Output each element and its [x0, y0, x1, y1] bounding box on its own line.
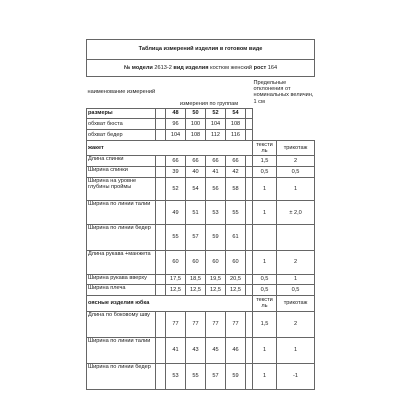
value-cell: 19,5 [206, 274, 226, 285]
table-row [87, 224, 315, 250]
value-cell: 66 [186, 156, 206, 167]
value-cell: 12,5 [226, 285, 246, 296]
textile-col-header: тексти ль [253, 140, 277, 156]
textile-tolerance: 1 [253, 251, 277, 275]
value-cell: 77 [186, 311, 206, 337]
size-header: 52 [206, 108, 226, 119]
spacer-cell [246, 167, 253, 178]
row-label: Ширина по линии талии [87, 201, 156, 225]
value-cell: 77 [226, 311, 246, 337]
value-cell: 54 [186, 177, 206, 201]
textile-tolerance: 0,5 [253, 274, 277, 285]
value-cell: 59 [226, 363, 246, 389]
jacket-section-row [87, 140, 315, 156]
row-label: обхват бедер [87, 129, 156, 140]
name-col-header: наименование измерений [87, 89, 156, 96]
spacer-cell [156, 274, 166, 285]
sizes-row [87, 108, 315, 119]
spacer-cell [246, 119, 253, 130]
model-label: № модели [123, 64, 153, 71]
spacer-cell [253, 129, 277, 140]
value-cell: 12,5 [186, 285, 206, 296]
textile-tolerance: 1,5 [253, 156, 277, 167]
value-cell: 66 [226, 156, 246, 167]
spacer-cell [156, 337, 166, 363]
value-cell: 55 [166, 224, 186, 250]
value-cell: 46 [226, 337, 246, 363]
textile-tolerance: 1 [253, 201, 277, 225]
knit-tolerance: 0,5 [277, 285, 315, 296]
spacer-cell [156, 224, 166, 250]
value-cell: 61 [226, 224, 246, 250]
row-label: Ширина рукава вверху [87, 274, 156, 285]
value-cell: 60 [166, 251, 186, 275]
size-header: 50 [186, 108, 206, 119]
row-label: Ширина по линии бедер [87, 224, 156, 250]
model-line [87, 60, 315, 77]
value-cell: 20,5 [226, 274, 246, 285]
value-cell: 40 [186, 167, 206, 178]
spacer-cell [156, 167, 166, 178]
spacer-cell [246, 251, 253, 275]
value-cell: 53 [166, 363, 186, 389]
spacer-cell [246, 363, 253, 389]
row-label: Ширина плеча [87, 285, 156, 296]
value-cell: 60 [226, 251, 246, 275]
knit-tolerance: 2 [277, 311, 315, 337]
spacer-cell [246, 129, 253, 140]
table-row [87, 285, 315, 296]
table-row [87, 129, 315, 140]
tolerance-col-header: Предельные отклонения от номинальных величин, 1 см [253, 79, 314, 105]
row-label: Ширина по линии бедер [87, 363, 156, 389]
table-row [87, 251, 315, 275]
item-value: костюм женский [210, 64, 253, 71]
textile-tolerance: 1 [253, 177, 277, 201]
spacer-cell [156, 108, 166, 119]
spacer-cell [253, 119, 277, 130]
item-label: вид изделия [173, 64, 209, 71]
spacer-cell [246, 177, 253, 201]
textile-tolerance: 1,5 [253, 311, 277, 337]
value-cell: 60 [206, 251, 226, 275]
spacer-cell [246, 311, 253, 337]
table-row [87, 337, 315, 363]
value-cell: 57 [206, 363, 226, 389]
value-cell: 116 [226, 129, 246, 140]
spacer-cell [246, 285, 253, 296]
value-cell: 66 [206, 156, 226, 167]
value-cell: 18,5 [186, 274, 206, 285]
value-cell: 49 [166, 201, 186, 225]
skirt-section-title: оясные изделия юбка [87, 295, 253, 311]
spacer-cell [277, 119, 315, 130]
spacer-cell [156, 156, 166, 167]
value-cell: 53 [206, 201, 226, 225]
knit-tolerance: 2 [277, 251, 315, 275]
knit-col-header: трикотаж [277, 140, 315, 156]
value-cell: 41 [166, 337, 186, 363]
value-cell: 104 [166, 129, 186, 140]
height-value: 164 [267, 64, 278, 71]
value-cell: 41 [206, 167, 226, 178]
value-cell: 108 [226, 119, 246, 130]
spacer-cell [156, 177, 166, 201]
value-cell: 56 [206, 177, 226, 201]
knit-tolerance: 1 [277, 337, 315, 363]
jacket-section-title: жакет [87, 140, 253, 156]
value-cell: 60 [186, 251, 206, 275]
spacer-cell [246, 274, 253, 285]
model-value: 2613-2 [154, 64, 172, 71]
value-cell: 77 [166, 311, 186, 337]
textile-tolerance: 0,5 [253, 285, 277, 296]
row-label: Ширина по линии талии [87, 337, 156, 363]
row-label: Длина спинки [87, 156, 156, 167]
row-label: обхват бюста [87, 119, 156, 130]
knit-tolerance: 1 [277, 177, 315, 201]
value-cell: 58 [226, 177, 246, 201]
skirt-section-row [87, 295, 315, 311]
table-row [87, 274, 315, 285]
value-cell: 59 [206, 224, 226, 250]
height-label: рост [253, 64, 267, 71]
table-row [87, 167, 315, 178]
spacer-cell [277, 108, 315, 119]
measurement-table [86, 39, 315, 390]
value-cell: 104 [206, 119, 226, 130]
spacer-cell [156, 311, 166, 337]
table-title: Таблица измерений изделия в готовом виде [87, 40, 315, 60]
knit-tolerance: -1 [277, 363, 315, 389]
row-label: Ширина спинки [87, 167, 156, 178]
row-label: Длина по боковому шву [87, 311, 156, 337]
value-cell: 57 [186, 224, 206, 250]
knit-tolerance: 0,5 [277, 167, 315, 178]
textile-tolerance: 1 [253, 337, 277, 363]
spacer-cell [156, 129, 166, 140]
spacer-cell [156, 251, 166, 275]
size-header: 54 [226, 108, 246, 119]
spacer-cell [246, 201, 253, 225]
knit-tolerance: 1 [277, 274, 315, 285]
value-cell: 55 [186, 363, 206, 389]
value-cell: 66 [166, 156, 186, 167]
spacer-cell [277, 129, 315, 140]
value-cell: 52 [166, 177, 186, 201]
spacer-cell [246, 108, 253, 119]
spacer-cell [253, 108, 277, 119]
value-cell: 39 [166, 167, 186, 178]
knit-col-header: трикотаж [277, 295, 315, 311]
table-row [87, 119, 315, 130]
value-cell: 17,5 [166, 274, 186, 285]
spacer-cell [156, 119, 166, 130]
value-cell: 55 [226, 201, 246, 225]
table-row [87, 311, 315, 337]
textile-tolerance: 1 [253, 363, 277, 389]
groups-col-header: измерения по группам [179, 101, 239, 108]
value-cell: 77 [206, 311, 226, 337]
value-cell: 45 [206, 337, 226, 363]
spacer-cell [156, 363, 166, 389]
knit-tolerance [277, 224, 315, 250]
knit-tolerance: ± 2,0 [277, 201, 315, 225]
value-cell: 42 [226, 167, 246, 178]
spacer-cell [246, 224, 253, 250]
value-cell: 51 [186, 201, 206, 225]
table-row [87, 156, 315, 167]
value-cell: 43 [186, 337, 206, 363]
row-label: Ширина на уровне глубины проймы [87, 177, 156, 201]
value-cell: 12,5 [166, 285, 186, 296]
value-cell: 12,5 [206, 285, 226, 296]
spacer-cell [246, 156, 253, 167]
value-cell: 100 [186, 119, 206, 130]
value-cell: 96 [166, 119, 186, 130]
value-cell: 108 [186, 129, 206, 140]
knit-tolerance: 2 [277, 156, 315, 167]
textile-col-header: тексти ль [253, 295, 277, 311]
spacer-cell [156, 201, 166, 225]
size-header: 48 [166, 108, 186, 119]
value-cell: 112 [206, 129, 226, 140]
textile-tolerance [253, 224, 277, 250]
spacer-cell [156, 285, 166, 296]
spacer-cell [246, 337, 253, 363]
table-row [87, 177, 315, 201]
row-label: Длина рукава +манжета [87, 251, 156, 275]
table-row [87, 363, 315, 389]
table-row [87, 201, 315, 225]
sizes-label: размеры [87, 108, 156, 119]
textile-tolerance: 0,5 [253, 167, 277, 178]
